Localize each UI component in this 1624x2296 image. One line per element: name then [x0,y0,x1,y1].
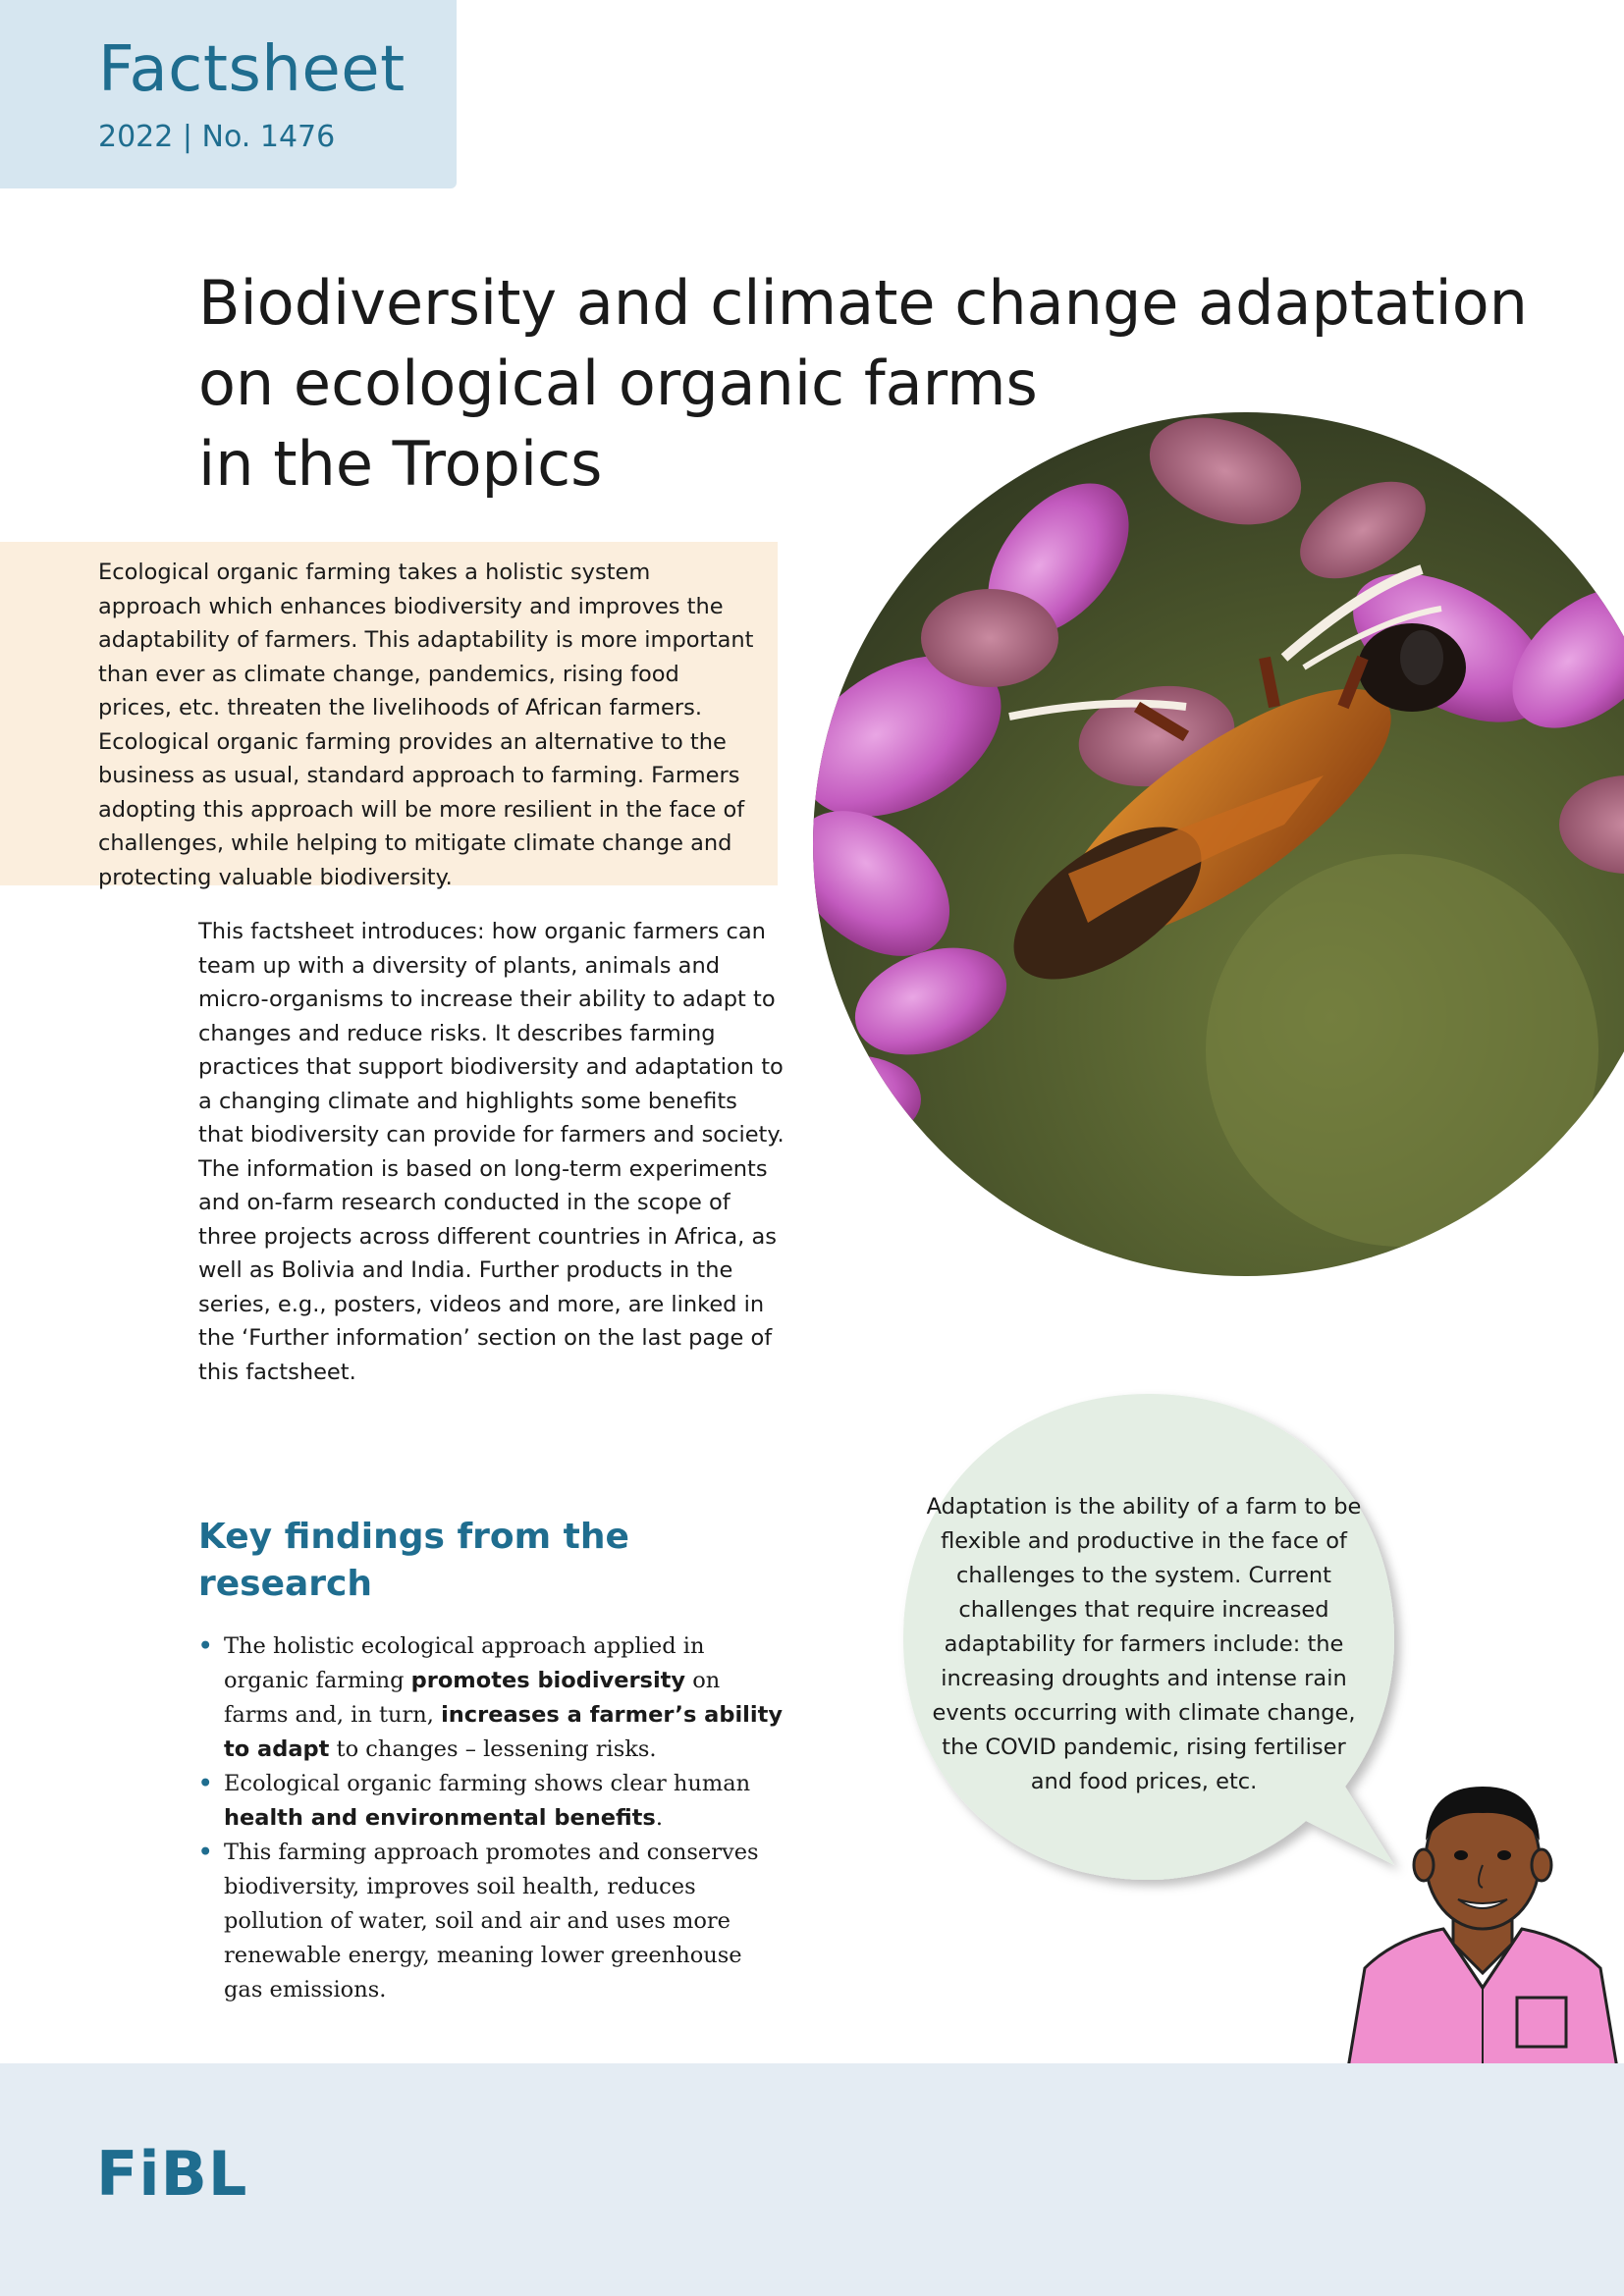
finding-emphasis: increases a farmer’s ability to adapt [224,1702,784,1762]
finding-text: Ecological organic farming shows clear human [224,1771,751,1796]
list-item [198,1836,787,2007]
document-type-label: Factsheet [98,33,406,106]
factsheet-intro-paragraph: This factsheet introduces: how organic farmers can team up with a diversity of plants, animals and micro-organisms to increase their ability to adapt to changes and reduce risks. It describes farming practices that support biodiversity and adaptation to a changing climate and highlights some benefits that biodiversity can provide for farmers and society. The information is based on long-term experiments and on-farm research conducted in the scope of three projects across different countries in Africa, as well as Bolivia and India. Further products in the series, e.g., posters, videos and more, are linked in the ‘Further information’ section on the last page of this factsheet. [198,919,785,1385]
list-item [198,1629,787,1767]
finding-text: on farms and, in turn, [224,1668,721,1728]
finding-text: The holistic ecological approach applied in organic farming [224,1633,705,1693]
key-findings-heading-line: Key findings from the [198,1517,629,1557]
intro-paragraph: Ecological organic farming takes a holistic system approach which enhances biodiversity and improves the adaptability of farmers. This adaptability is more important than ever as climate change, pandemics, rising food prices, etc. threaten the livelihoods of African farmers. Ecological organic farming provides an alternative to the business as usual, standard approach to farming. Farmers adopting this approach will be more resilient in the face of challenges, while helping to mitigate climate change and protecting valuable biodiversity. [98,560,754,890]
key-findings-list [198,1629,787,2007]
finding-text: . [655,1805,663,1831]
finding-text: This farming approach promotes and conserves biodiversity, improves soil health, reduces pollution of water, soil and air and uses more renewable energy, meaning lower greenhouse gas emissions. [224,1840,759,2002]
list-item [198,1767,787,1836]
issue-number: 2022 | No. 1476 [98,120,336,154]
farmer-illustration [1335,1772,1624,2086]
page-title-line: in the Tropics [198,428,603,500]
page-title-line: Biodiversity and climate change adaptation [198,267,1528,339]
finding-text: to changes – lessening risks. [329,1736,657,1762]
page-title-line: on ecological organic farms [198,347,1038,419]
key-findings-heading-line: research [198,1564,373,1604]
photo-graphic [813,412,1624,1276]
bee-on-flower-photo [813,412,1624,1276]
finding-emphasis: promotes biodiversity [410,1668,686,1693]
speech-bubble-text: Adaptation is the ability of a farm to be flexible and productive in the face of challenges to the system. Current challenges that require increased adaptability for farmers include: the increasing droughts and intense rain events occurring with climate change, the COVID pandemic, rising fertiliser and food prices, etc. [926,1494,1362,1794]
fibl-logo: FiBL [96,2138,248,2210]
header-box [0,0,457,188]
finding-emphasis: health and environmental benefits [224,1805,656,1831]
key-findings-heading [198,1514,709,1608]
